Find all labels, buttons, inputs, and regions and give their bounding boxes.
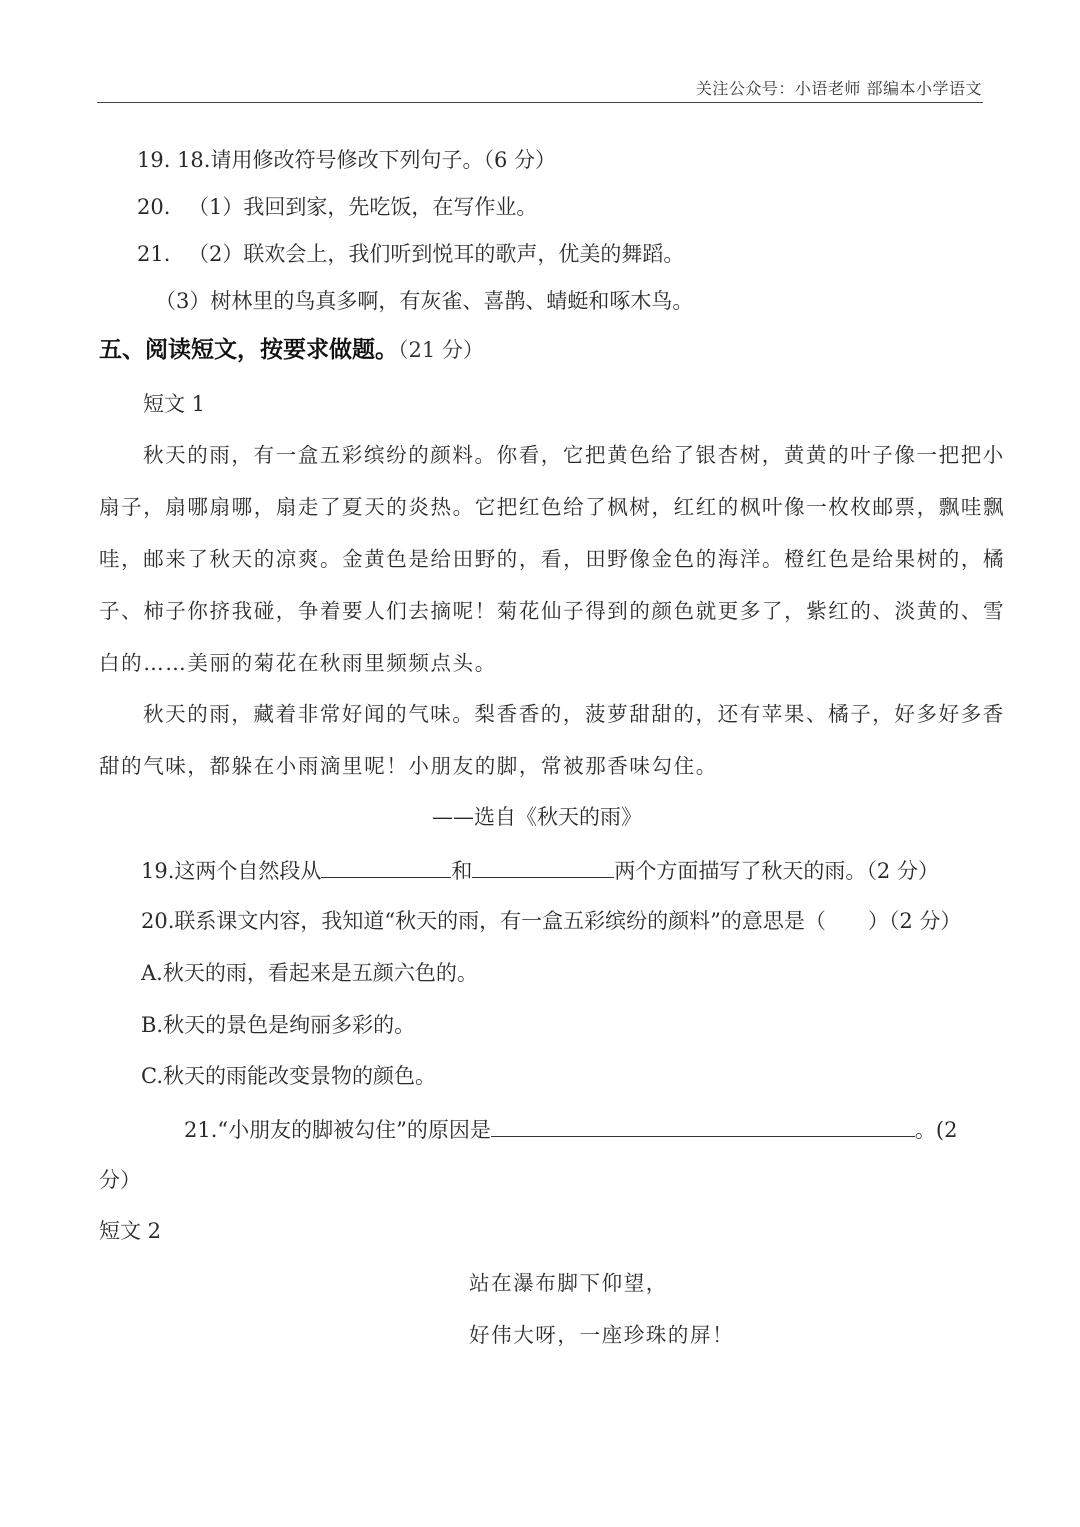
section-5-heading [99,336,484,364]
list-number-21: 21. [137,242,171,266]
question-21-text: 21.“小朋友的脚被勾住”的原因是 [184,1118,491,1142]
passage-1-line: 秋天的雨，藏着非常好闻的气味。梨香香的，菠萝甜甜的，还有苹果、橘子，好多好多香 [143,702,1005,726]
question-20-option-b: B.秋天的景色是绚丽多彩的。 [141,1013,416,1037]
sentence-3: （3）树林里的鸟真多啊，有灰雀、喜鹊、蜻蜓和啄木鸟。 [155,289,694,313]
sentence-1: （1）我回到家，先吃饭，在写作业。 [188,195,538,219]
section-5-title: 五、阅读短文，按要求做题。 [99,337,398,363]
question-21 [184,1114,957,1144]
sentence-2: （2）联欢会上，我们听到悦耳的歌声，优美的舞蹈。 [188,242,685,266]
passage-1-line: 秋天的雨，有一盒五彩缤纷的颜料。你看，它把黄色给了银杏树，黄黄的叶子像一把把小 [143,443,1005,467]
answer-blank-3[interactable] [491,1114,915,1137]
passage-1-source: ——选自《秋天的雨》 [432,805,642,829]
header-text: 关注公众号：小语老师 部编本小学语文 [695,79,982,98]
passage-1-label: 短文 1 [143,392,206,416]
passage-1-line: 甜的气味，都躲在小雨滴里呢！小朋友的脚，常被那香味勾住。 [99,754,718,778]
question-19 [141,855,939,885]
answer-blank-2[interactable] [472,855,614,878]
question-19-text-start: 19.这两个自然段从 [141,859,322,883]
passage-1-line: 哇，邮来了秋天的凉爽。金黄色是给田野的，看，田野像金色的海洋。橙红色是给果树的，橘 [99,547,1006,571]
section-5-score: （21 分） [398,338,484,362]
answer-blank-1[interactable] [321,855,451,878]
passage-1-line: 白的……美丽的菊花在秋雨里频频点头。 [99,651,497,675]
question-19-text-and: 和 [451,859,473,883]
poem-line: 好伟大呀，一座珍珠的屏！ [469,1323,735,1347]
question-21-score-end: 分） [99,1168,141,1192]
header-divider [97,102,983,103]
passage-2-label: 短文 2 [99,1219,162,1243]
question-21-score-start: 。(2 [914,1118,958,1142]
passage-1-line: 子、柿子你挤我碰，争着要人们去摘呢！菊花仙子得到的颜色就更多了，紫红的、淡黄的、雪 [99,599,1006,623]
question-20-option-c: C.秋天的雨能改变景物的颜色。 [141,1064,436,1088]
passage-1-line: 扇子，扇哪扇哪，扇走了夏天的炎热。它把红色给了枫树，红红的枫叶像一枚枚邮票，飘哇飘 [99,495,1006,519]
question-19-text-end: 两个方面描写了秋天的雨。（2 分） [614,859,939,883]
poem-line: 站在瀑布脚下仰望， [469,1271,668,1295]
list-number-20: 20. [137,195,171,219]
question-20-stem: 20.联系课文内容，我知道“秋天的雨，有一盒五彩缤纷的颜料”的意思是（ ）（2 分） [141,909,962,933]
question-20-option-a: A.秋天的雨，看起来是五颜六色的。 [141,961,478,985]
question-18-instruction: 19. 18.请用修改符号修改下列句子。（6 分） [137,148,557,172]
